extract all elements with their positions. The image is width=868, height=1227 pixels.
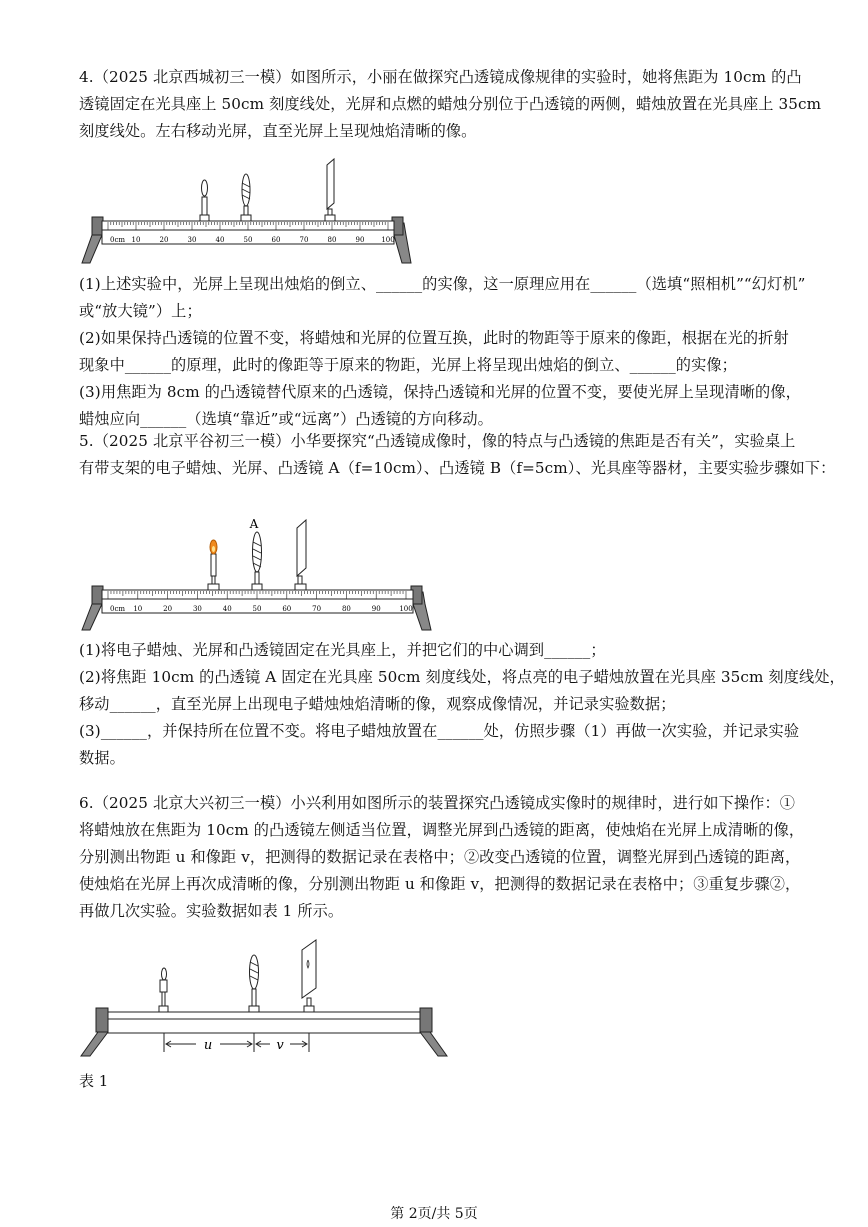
ruler-tick-label: 50 [243,236,253,244]
q4-part-line: (3)用焦距为 8cm 的凸透镜替代原来的凸透镜，保持凸透镜和光屏的位置不变，要使光屏上呈现清晰的像， [79,383,801,401]
q5-part-line: 数据。 [79,749,125,767]
ruler-tick-label: 30 [187,236,197,244]
q5-part-line: (2)将焦距 10cm 的凸透镜 A 固定在光具座 50cm 刻度线处，将点亮的电子蜡烛放置在光具座 35cm 刻度线处， [79,668,845,686]
q4-stem-line: 刻度线处。左右移动光屏，直至光屏上呈现烛焰清晰的像。 [79,122,477,140]
q5-stem-line: 5.（2025 北京平谷初三一模）小华要探究“凸透镜成像时，像的特点与凸透镜的焦距是否有关”，实验桌上 [79,432,796,450]
ruler-tick-label: 10 [131,236,141,244]
q6-optical-bench-figure [78,936,450,1060]
ruler-tick-label: 0cm [110,605,126,613]
q4-stem-line: 透镜固定在光具座上 50cm 刻度线处，光屏和点燃的蜡烛分别位于凸透镜的两侧，蜡烛放置在光具座上 35cm [79,95,822,113]
ruler-tick-label: 40 [222,605,232,613]
question-4-parts [79,271,806,433]
image-distance-label: v [276,1038,284,1053]
ruler-tick-label: 100 [399,605,413,613]
ruler-tick-label: 10 [133,605,143,613]
screen-icon [302,940,316,1012]
ruler-tick-label: 60 [282,605,292,613]
lens-a-label: A [249,517,259,531]
candle-icon [159,968,168,1012]
q6-stem-line: 使烛焰在光屏上再次成清晰的像，分别测出物距 u 和像距 v，把测得的数据记录在表格中；③重复步骤②， [79,875,801,893]
ruler-tick-label: 70 [299,236,309,244]
question-5-stem [79,428,836,482]
q4-part-line: 现象中______的原理，此时的像距等于原来的物距，光屏上将呈现出烛焰的倒立、______的实像； [79,356,737,374]
q5-stem-line: 有带支架的电子蜡烛、光屏、凸透镜 A（f=10cm）、凸透镜 B（f=5cm）、光具座等器材，主要实验步骤如下： [79,459,836,477]
question-4-stem [79,64,822,145]
ruler-tick-label: 30 [192,605,202,613]
q5-part-line: (3)______，并保持所在位置不变。将电子蜡烛放置在______处，仿照步骤（1）再做一次实验，并记录实验 [79,722,800,740]
q5-optical-bench-figure [78,514,438,632]
page-number-footer: 第 2页/共 5页 [390,1206,478,1222]
screen-icon [325,159,335,221]
candle-icon [200,180,209,221]
electronic-candle-icon [208,540,219,590]
ruler-tick-label: 40 [215,236,225,244]
screen-icon [295,520,306,590]
q6-stem-line: 将蜡烛放在焦距为 10cm 的凸透镜左侧适当位置，调整光屏到凸透镜的距离，使烛焰在光屏上成清晰的像， [79,821,805,839]
q6-stem-line: 再做几次实验。实验数据如表 1 所示。 [79,902,344,920]
table-caption: 表 1 [79,1072,109,1090]
ruler-tick-label: 60 [271,236,281,244]
ruler-tick-label: 90 [355,236,365,244]
object-distance-label: u [203,1038,213,1053]
question-5-parts [79,637,845,772]
ruler-tick-label: 0cm [110,236,126,244]
ruler-tick-label: 70 [312,605,322,613]
q6-stem-line: 分别测出物距 u 和像距 v，把测得的数据记录在表格中；②改变凸透镜的位置，调整光屏到凸透镜的距离， [79,848,801,866]
q4-part-line: (1)上述实验中，光屏上呈现出烛焰的倒立、______的实像，这一原理应用在______（选填“照相机”“幻灯机” [79,275,806,293]
ruler-tick-label: 20 [163,605,173,613]
ruler-tick-label: 20 [159,236,169,244]
ruler-tick-label: 80 [327,236,337,244]
question-6-stem [79,790,805,925]
q4-stem-line: 4.（2025 北京西城初三一模）如图所示，小丽在做探究凸透镜成像规律的实验时，她将焦距为 10cm 的凸 [79,68,802,86]
lens-a-icon [249,517,262,590]
ruler-tick-label: 100 [381,236,395,244]
distance-markers [164,1033,309,1052]
q5-part-line: 移动______，直至光屏上出现电子蜡烛烛焰清晰的像，观察成像情况，并记录实验数据； [79,695,676,713]
q6-stem-line: 6.（2025 北京大兴初三一模）小兴利用如图所示的装置探究凸透镜成实像时的规律时，进行如下操作：① [79,794,796,812]
q5-part-line: (1)将电子蜡烛、光屏和凸透镜固定在光具座上，并把它们的中心调到______； [79,641,606,659]
ruler-tick-label: 90 [371,605,381,613]
lens-icon [241,174,251,221]
q4-part-line: (2)如果保持凸透镜的位置不变，将蜡烛和光屏的位置互换，此时的物距等于原来的像距，根据在光的折射 [79,329,789,347]
q4-part-line: 或“放大镜”）上； [79,302,202,320]
lens-icon [249,955,259,1012]
ruler-tick-label: 50 [252,605,262,613]
ruler-tick-label: 80 [341,605,351,613]
q4-part-line: 蜡烛应向______（选填“靠近”或“远离”）凸透镜的方向移动。 [79,410,493,428]
q4-optical-bench-figure [78,155,413,265]
